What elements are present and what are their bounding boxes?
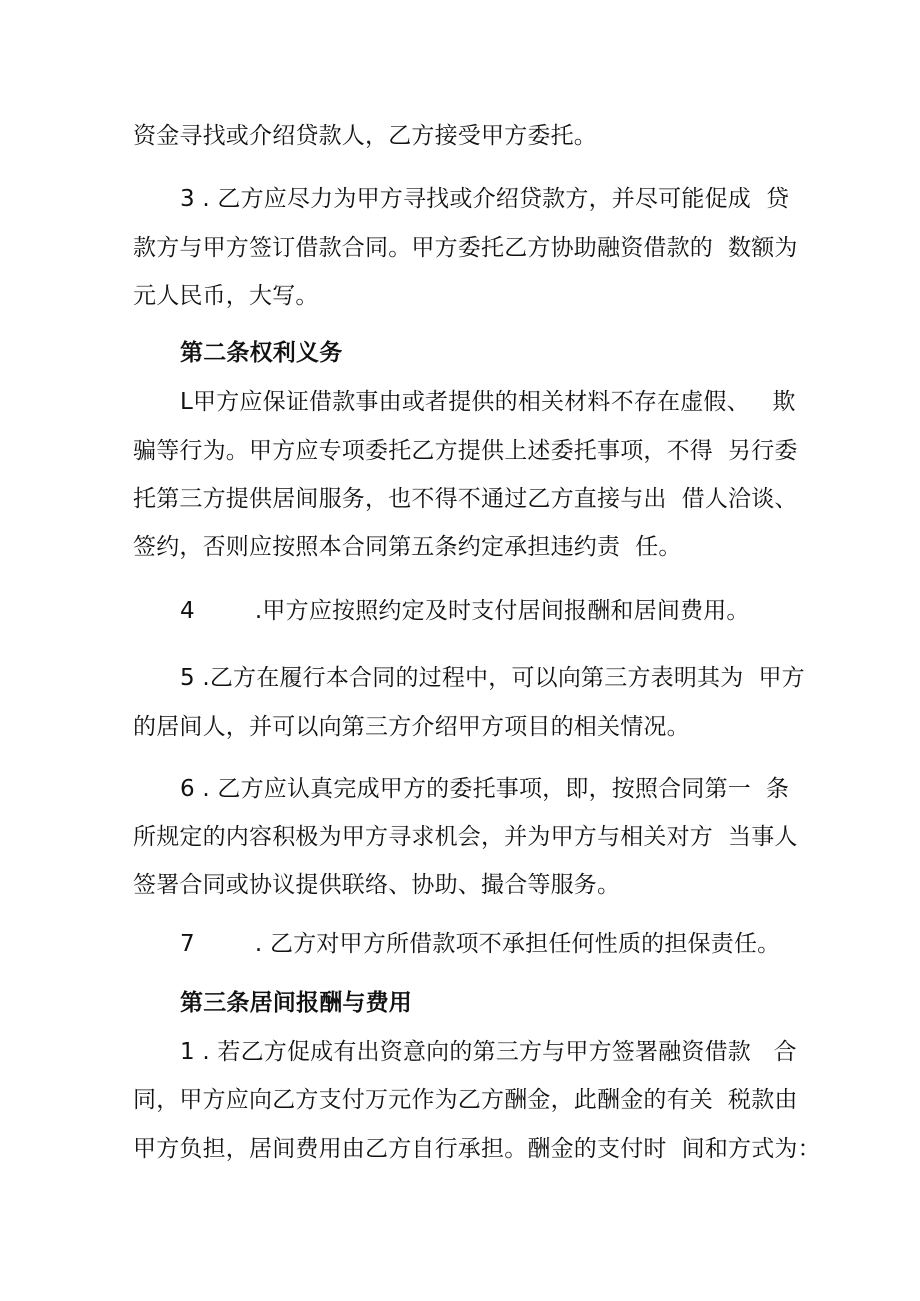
paragraph-line: 款方与甲方签订借款合同。甲方委托乙方协助融资借款的 数额为	[133, 235, 798, 261]
paragraph-line: 的居间人，并可以向第三方介绍甲方项目的相关情况。	[133, 714, 690, 740]
paragraph-line: 3 . 乙方应尽力为甲方寻找或介绍贷款方，并尽可能促成 贷	[180, 186, 790, 212]
paragraph-line: L甲方应保证借款事由或者提供的相关材料不存在虚假、 欺	[180, 389, 796, 415]
paragraph-line: 同，甲方应向乙方支付万元作为乙方酬金，此酬金的有关 税款由	[133, 1087, 798, 1113]
paragraph-line: 5 .乙方在履行本合同的过程中，可以向第三方表明其为 甲方	[180, 665, 805, 691]
paragraph-line: 骗等行为。甲方应专项委托乙方提供上述委托事项，不得 另行委	[133, 438, 798, 464]
paragraph-line: 甲方负担，居间费用由乙方自行承担。酬金的支付时 间和方式为：	[133, 1136, 821, 1162]
paragraph-line: 签署合同或协议提供联络、协助、撮合等服务。	[133, 872, 621, 898]
paragraph-line: 所规定的内容积极为甲方寻求机会，并为甲方与相关对方 当事人	[133, 824, 798, 850]
paragraph-line: 托第三方提供居间服务，也不得不通过乙方直接与出 借人洽谈、	[133, 486, 798, 512]
paragraph-line: 7 . 乙方对甲方所借款项不承担任何性质的担保责任。	[180, 931, 781, 957]
paragraph-line: 1 . 若乙方促成有出资意向的第三方与甲方签署融资借款 合	[180, 1039, 797, 1065]
paragraph-line: 签约，否则应按照本合同第五条约定承担违约责 任。	[133, 534, 682, 560]
section-heading: 第二条权利义务	[180, 340, 343, 366]
paragraph-line: 资金寻找或介绍贷款人，乙方接受甲方委托。	[133, 123, 597, 149]
paragraph-line: 6 . 乙方应认真完成甲方的委托事项，即，按照合同第一 条	[180, 776, 790, 802]
paragraph-line: 4 .甲方应按照约定及时支付居间报酬和居间费用。	[180, 598, 750, 624]
section-heading: 第三条居间报酬与费用	[180, 990, 412, 1016]
paragraph-line: 元人民币，大写。	[133, 283, 319, 309]
